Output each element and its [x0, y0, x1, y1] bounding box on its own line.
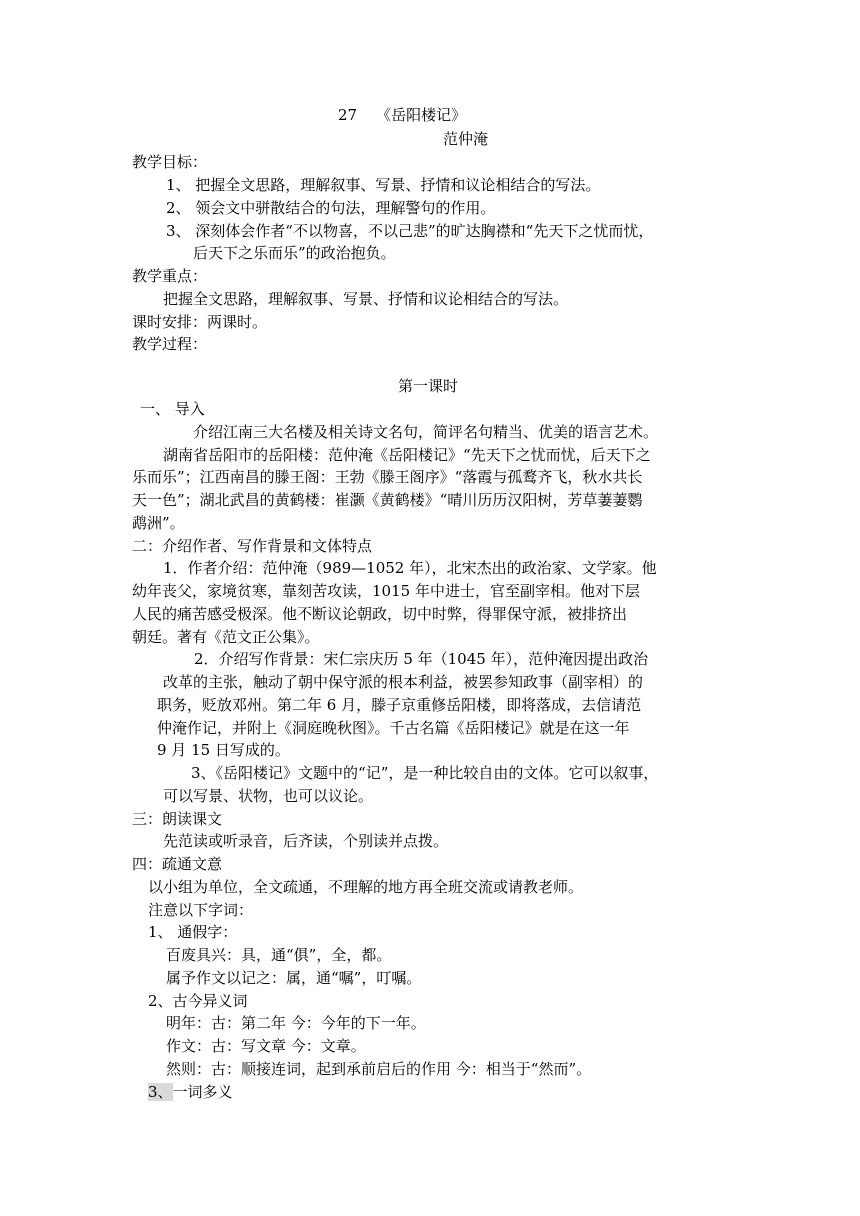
focus-heading: 教学重点：: [132, 267, 208, 285]
section1-line: 介绍江南三大名楼及相关诗文名句，简评名句精当、优美的语言艺术。: [193, 423, 659, 441]
background-line: 仲淹作记，并附上《洞庭晚秋图》。千古名篇《岳阳楼记》就是在这一年: [157, 719, 630, 737]
section2-heading: 二：介绍作者、写作背景和文体特点: [132, 537, 373, 555]
variant-char-item: 百废具兴：具，通“俱”，全，都。: [166, 946, 392, 964]
author-intro-line: 幼年丧父，家境贫寒，靠刻苦攻读，1015 年中进士，官至副宰相。他对下层: [132, 582, 640, 600]
goal-item: 2、 领会文中骈散结合的句法，理解警句的作用。: [166, 199, 496, 217]
goals-heading: 教学目标：: [132, 153, 208, 171]
section4-heading: 四：疏通文意: [132, 855, 223, 873]
process-heading: 教学过程：: [132, 335, 208, 353]
background-line: 改革的主张，触动了朝中保守派的根本利益，被罢参知政事（副宰相）的: [163, 673, 644, 691]
meaning-change-item: 明年：古：第二年 今：今年的下一年。: [166, 1014, 426, 1032]
meaning-change-item: 然则：古：顺接连词，起到承前启后的作用 今：相当于“然而”。: [166, 1060, 592, 1078]
focus-text: 把握全文思路，理解叙事、写景、抒情和议论相结合的写法。: [163, 290, 569, 308]
author-intro-line: 1．作者介绍：范仲淹（989—1052 年），北宋杰出的政治家、文学家。他: [163, 559, 657, 577]
goal-item: 3、 深刻体会作者“不以物喜，不以己悲”的旷达胸襟和“先天下之忧而忧，: [166, 222, 654, 240]
section4-intro: 以小组为单位，全文疏通，不理解的地方再全班交流或请教老师。: [148, 878, 584, 896]
polysemy-heading: [148, 1081, 233, 1103]
meaning-change-item: 作文：古：写文章 今：文章。: [166, 1037, 366, 1055]
background-line: 2．介绍写作背景：宋仁宗庆历 5 年（1045 年），范仲淹因提出政治: [194, 650, 649, 668]
meaning-change-heading: 2、古今异义词: [148, 992, 248, 1010]
title-name: 《岳阳楼记》: [376, 106, 467, 124]
genre-line: 可以写景、状物，也可以议论。: [163, 787, 374, 805]
polysemy-number: 3、: [148, 1083, 173, 1101]
lesson-title: 第一课时: [398, 377, 459, 395]
doc-author: 范仲淹: [443, 130, 489, 148]
section1-heading: 一、 导入: [140, 400, 205, 418]
doc-title: [338, 104, 466, 126]
section3-text: 先范读或听录音，后齐读，个别读并点拨。: [163, 832, 449, 850]
author-intro-line: 人民的痛苦感受极深。他不断议论朝政，切中时弊，得罪保守派，被排挤出: [132, 605, 628, 623]
section1-line: 湖南省岳阳市的岳阳楼：范仲淹《岳阳楼记》“先天下之忧而忧，后天下之: [163, 446, 651, 464]
goal-item: 1、 把握全文思路，理解叙事、写景、抒情和议论相结合的写法。: [166, 176, 601, 194]
goal-item-continued: 后天下之乐而乐”的政治抱负。: [193, 244, 396, 262]
author-intro-line: 朝廷。著有《范文正公集》。: [132, 628, 320, 646]
background-line: 职务，贬放邓州。第二年 6 月，滕子京重修岳阳楼，即将落成，去信请范: [157, 696, 642, 714]
lesson-number: 27: [338, 106, 358, 124]
section3-heading: 三：朗读课文: [132, 810, 223, 828]
background-line: 9 月 15 日写成的。: [157, 741, 290, 759]
section1-line: 天一色”；湖北武昌的黄鹤楼：崔灏《黄鹤楼》“晴川历历汉阳树，芳草萋萋鹦: [132, 491, 643, 509]
polysemy-label: 一词多义: [172, 1083, 233, 1101]
schedule: 课时安排：两课时。: [132, 313, 268, 331]
section4-note: 注意以下字词：: [148, 901, 254, 919]
genre-line: 3、《岳阳楼记》文题中的“记”，是一种比较自由的文体。它可以叙事，: [191, 764, 659, 782]
variant-chars-heading: 1、 通假字：: [148, 923, 238, 941]
section1-line: 鹉洲”。: [132, 514, 185, 532]
variant-char-item: 属予作文以记之：属，通“嘱”，叮嘱。: [166, 969, 422, 987]
section1-line: 乐而乐”；江西南昌的滕王阁：王勃《滕王阁序》“落霞与孤鹜齐飞，秋水共长: [132, 468, 643, 486]
